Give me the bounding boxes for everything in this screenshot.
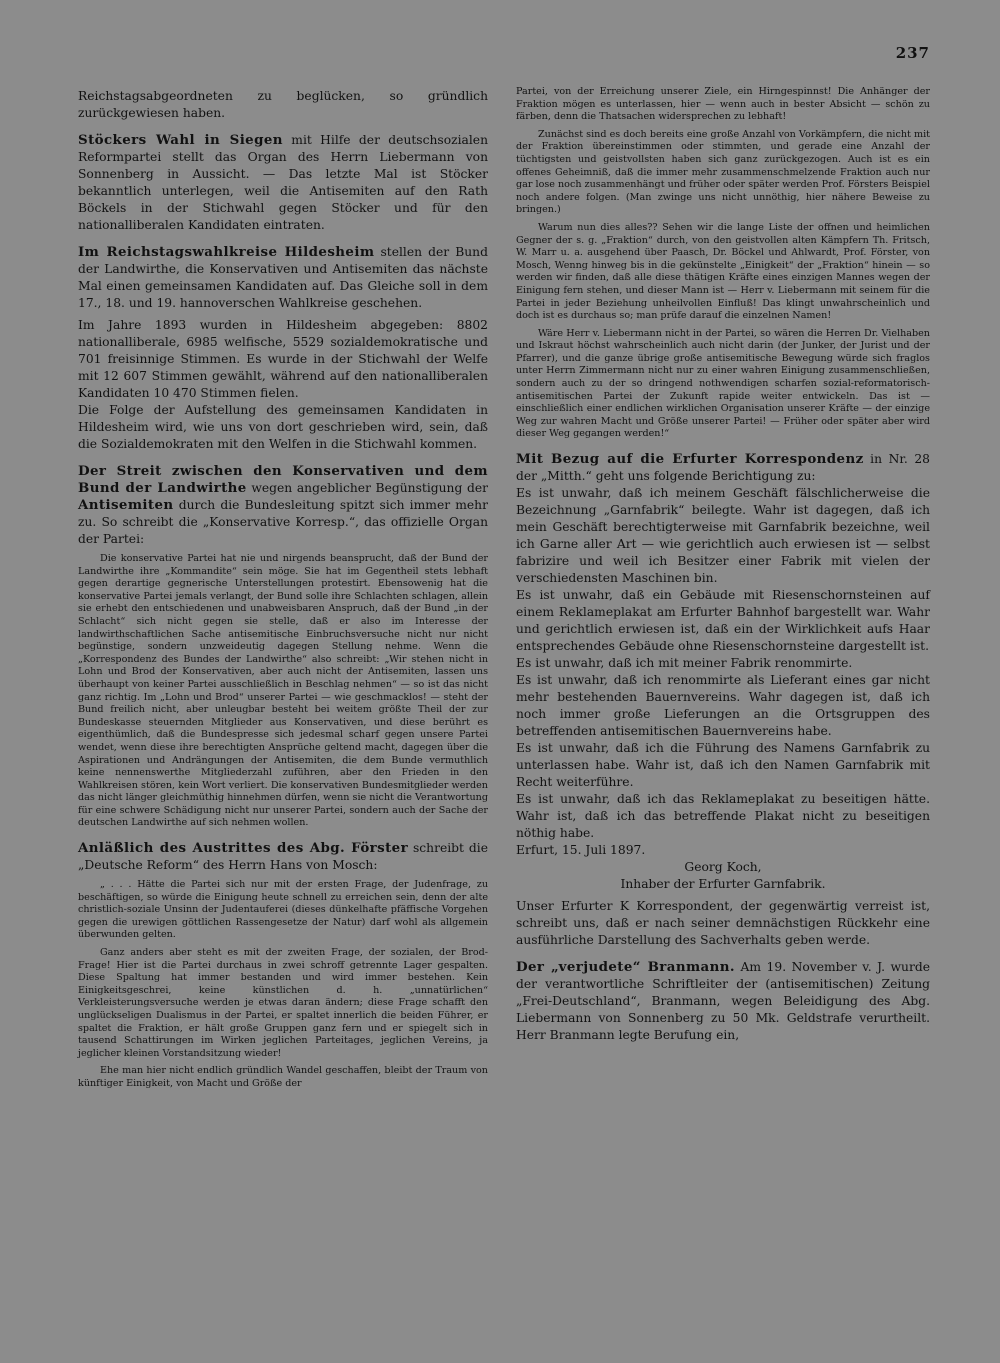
paragraph-hildesheim-results: Im Jahre 1893 wurden in Hildesheim abgegeben: 8802 nationalliberale, 6985 welfische, 5529 sozialdemokratische und 701 freisinnige Stimmen. Es wurde in der Stichwahl der Welfe mit 12 607 Stimmen gewählt, während auf den nationalliberalen Kandidaten 10 470 Stimmen fielen.	[78, 318, 488, 400]
paragraph-erfurt-2: Es ist unwahr, daß ein Gebäude mit Riesenschornsteinen auf einem Reklameplakat am Erfurter Bahnhof bargestellt war. Wahr und gerichtlich erwiesen ist, daß ein der Wirklichkeit aufs Haar entsprechendes Gebäude ohne Riesenschornsteine dargestellt ist.	[516, 588, 930, 654]
paragraph-erfurt-6: Es ist unwahr, daß ich das Reklameplakat zu beseitigen hätte. Wahr ist, daß ich das betreffende Plakat nicht zu beseitigen nöthig habe.	[516, 792, 930, 841]
place-date: Erfurt, 15. Juli 1897.	[516, 843, 646, 858]
article-streit	[78, 463, 488, 548]
text-streit-b: durch die Bundesleitung spitzt sich immer mehr zu. So schreibt die „Konservative Korresp.“, das offizielle Organ der Partei:	[78, 498, 488, 546]
quote-konservative-korresp: Die konservative Partei hat nie und nirgends beansprucht, daß der Bund der Landwirthe ihre „Kommandite“ sein möge. Sie hat im Gegentheil stets lebhaft gegen derartige gegnerische Unterstellungen protestirt. Ebensowenig hat die konservative Partei jemals verlangt, der Bund solle ihre Schlachten schlagen, allein sie erhebt den entschiedenen und unabweisbaren Anspruch, daß der Bund „in der Schlacht“ sich nicht gegen sie stelle, daß er also im Interesse der landwirthschaftlichen Sache antisemitische Einbruchsversuche nicht nur nicht begünstige, sondern unzweideutig dagegen Stellung nehme. Wenn die „Korrespondenz des Bundes der Landwirthe“ also schreibt: „Wir stehen nicht in Lohn und Brod der Konservativen, aber auch nicht der Antisemiten, lassen uns überhaupt von keiner Partei ausschließlich in Beschlag nehmen“ — so ist das nicht ganz richtig. Im „Lohn und Brod“ unserer Partei — wie geschmacklos! — steht der Bund freilich nicht, aber unleugbar besteht bei weitem größte Theil der zur Bundeskasse steuernden Mitglieder aus Konservativen, und diese berührt es eigenthümlich, daß die Bundespresse sich jedesmal scharf gegen unsere Partei wendet, wenn diese ihre berechtigten Ansprüche geltend macht, dagegen über die Aspirationen und Andrängungen der Antisemiten, die dem Bunde vermuthlich keine nennenswerthe Mitgliederzahl zuführen, aber den Frieden in den Wahlkreisen stören, kein Wort verliert. Die konservativen Bundesmitglieder werden das nicht länger gleichmüthig hinnehmen dürfen, wenn sie nicht die Verantwortung für eine schwere Schädigung nicht nur unserer Partei, sondern auch der Sache der deutschen Landwirthe auf sich nehmen wollen.	[78, 553, 488, 829]
quote-deutsche-reform-2: Ganz anders aber steht es mit der zweiten Frage, der sozialen, der Brod-Frage! Hier ist die Partei durchaus in zwei schroff getrennte Lager gespalten. Diese Spaltung hat immer bestanden und wird immer bestehen. Kein Einigkeitsgeschrei, keine künstlichen d. h. „unnatürlichen“ Verkleisterungsversuche werden je etwas daran ändern; diese Frage schafft den unglückseligen Dualismus in der Partei, er spaltet innerlich die beiden Führer, er spaltet die Fraktion, er hält große Gruppen ganz fern und er spiegelt sich in tausend Schattirungen im Wirken jeglichen Parteitages, jeglichen Vereins, ja jeglicher kleinen Vorstandsitzung wieder!	[78, 947, 488, 1059]
signer-name: Georg Koch,	[684, 860, 762, 875]
heading-stoecker: Stöckers Wahl in Siegen	[78, 132, 283, 148]
heading-hildesheim: Im Reichstagswahlkreise Hildesheim	[78, 244, 375, 260]
quote-deutsche-reform-6: Warum nun dies alles?? Sehen wir die lange Liste der offnen und heimlichen Gegner der s. g. „Fraktion“ durch, von den geistvollen alten Kämpfern Th. Fritsch, W. Marr u. a. ausgehend über Paasch, Dr. Böckel und Ahlwardt, Prof. Förster, von Mosch, Wenng hinweg bis in die gekünstelte „Einigkeit“ der „Fraktion“ hinein — so werden wir finden, daß alle diese thätigen Kräfte eines einzigen Mannes wegen der Einigung fern stehen, und dieser Mann ist — Herr v. Liebermann mit seinem für die Partei in jeder Beziehung unheilvollen Einfluß! Das klingt unwahrscheinlich und doch ist es durchaus so; man prüfe darauf die einzelnen Namen!	[516, 221, 930, 322]
paragraph-erfurt-5: Es ist unwahr, daß ich die Führung des Namens Garnfabrik zu unterlassen habe. Wahr ist, daß ich den Namen Garnfabrik mit Recht weiterführe.	[516, 741, 930, 790]
heading-erfurt: Mit Bezug auf die Erfurter Korrespondenz	[516, 451, 864, 468]
heading-antisemiten: Antisemiten	[78, 497, 174, 513]
signer-title: Inhaber der Erfurter Garnfabrik.	[620, 877, 826, 892]
right-column	[516, 86, 930, 1044]
quote-deutsche-reform-7: Wäre Herr v. Liebermann nicht in der Partei, so wären die Herren Dr. Vielhaben und Iskraut höchst wahrscheinlich auch nicht darin (der Junker, der Jurist und der Pfarrer), und die ganze übrige große antisemitische Bewegung würde sich fraglos unter Herrn Zimmermann nicht nur zu einer wahren Einigung zusammenschließen, sondern auch zu der so dringend nothwendigen scharfen sozial-reformatorisch-antisemitischen Partei der Zukunft rapide weiter entwickeln. Das ist — einschließlich einer endlichen wirklichen Organisation unserer Kräfte — der einzige Weg zur wahren Macht und Größe unserer Partei! — Früher oder später aber wird dieser Weg gegangen werden!“	[516, 327, 930, 440]
paragraph-erfurt-7: Unser Erfurter K Korrespondent, der gegenwärtig verreist ist, schreibt uns, daß er nach seiner demnächstigen Rückkehr eine ausführliche Darstellung des Sachverhalts geben werde.	[516, 899, 930, 948]
page-number: 237	[895, 44, 930, 62]
paragraph-erfurt-4: Es ist unwahr, daß ich renommirte als Lieferant eines gar nicht mehr bestehenden Bauernvereins. Wahr dagegen ist, daß ich noch immer große Lieferungen an die Ortsgruppen des betreffenden antisemitischen Bauernvereins habe.	[516, 673, 930, 739]
heading-branmann: Der „verjudete“ Branmann.	[516, 959, 735, 976]
article-branmann	[516, 959, 930, 1044]
paragraph-erfurt-3: Es ist unwahr, daß ich mit meiner Fabrik renommirte.	[516, 656, 853, 671]
paragraph-hildesheim-outlook: Die Folge der Aufstellung des gemeinsamen Kandidaten in Hildesheim wird, wie uns von dort geschrieben wird, sein, daß die Sozialdemokraten mit den Welfen in die Stichwahl kommen.	[78, 403, 488, 451]
article-erfurt	[516, 451, 930, 485]
quote-deutsche-reform-1: „ . . . Hätte die Partei sich nur mit der ersten Frage, der Judenfrage, zu beschäftigen, so würde die Einigung heute schnell zu erreichen sein, denn der alte christlich-soziale Unsinn der Judentauferei (dieses dünkelhafte pfäffische Vorgehen gegen die urewigen göttlichen Rassengesetze der Natur) darf wohl als allgemein überwunden gelten.	[78, 879, 488, 941]
heading-streit: Der Streit zwischen den Konservativen und dem Bund der Landwirthe	[78, 463, 488, 496]
left-column	[78, 88, 488, 1091]
article-foerster	[78, 840, 488, 874]
text-streit-a: wegen angeblicher Begünstigung der	[251, 481, 488, 495]
paragraph-intro: Reichstagsabgeordneten zu beglücken, so gründlich zurückgewiesen haben.	[78, 89, 488, 120]
quote-deutsche-reform-5: Zunächst sind es doch bereits eine große Anzahl von Vorkämpfern, die nicht mit der Fraktion übereinstimmen oder stimmten, und gerade eine Anzahl der tüchtigsten und geistvollsten haben sich ganz zurückgezogen. Auch ist es ein offenes Geheimniß, daß die immer mehr zusammenschmelzende Fraktion auch nur gar lose noch zusammenhängt und früher oder später werden Prof. Försters Beispiel noch andere folgen. (Man zwinge uns nicht unnöthig, hier nähere Beweise zu bringen.)	[516, 128, 930, 216]
text-stoecker: mit Hilfe der deutschsozialen Reformpartei stellt das Organ des Herrn Liebermann von Sonnenberg in Aussicht. — Das letzte Mal ist Stöcker bekanntlich unterlegen, weil die Antisemiten auf den Rath Böckels in der Stichwahl gegen Stöcker und für den nationalliberalen Kandidaten eintraten.	[78, 133, 489, 232]
text-hildesheim: stellen der Bund der Landwirthe, die Konservativen und Antisemiten das nächste Mal einen gemeinsamen Kandidaten auf. Das Gleiche soll in dem 17., 18. und 19. hannoverschen Wahlkreise geschehen.	[78, 245, 488, 310]
text-erfurt: in Nr. 28 der „Mitth.“ geht uns folgende Berichtigung zu:	[516, 452, 930, 484]
quote-deutsche-reform-3: Ehe man hier nicht endlich gründlich Wandel geschaffen, bleibt der Traum von künftiger Einigkeit, von Macht und Größe der	[78, 1065, 488, 1089]
paragraph-erfurt-1: Es ist unwahr, daß ich meinem Geschäft fälschlicherweise die Bezeichnung „Garnfabrik“ beilegte. Wahr ist dagegen, daß ich mein Geschäft berechtigterweise mit Garnfabrik bezeichne, weil ich Garne aller Art — wie gerichtlich auch erwiesen ist — selbst fabrizire und weil ich Besitzer einer Fabrik mit vielen der verschiedensten Maschinen bin.	[516, 486, 930, 586]
heading-foerster: Anläßlich des Austrittes des Abg. Förster	[78, 840, 409, 857]
text-branmann: Am 19. November v. J. wurde der verantwortliche Schriftleiter der (antisemitischen) Zeitung „Frei-Deutschland“, Branmann, wegen Beleidigung des Abg. Liebermann von Sonnenberg zu 50 Mk. Geldstrafe verurtheilt. Herr Branmann legte Berufung ein,	[516, 960, 930, 1043]
quote-deutsche-reform-4: Partei, von der Erreichung unserer Ziele, ein Hirngespinnst! Die Anhänger der Fraktion mögen es unterlassen, hier — wenn auch in bester Absicht — schön zu färben, denn die Thatsachen widersprechen zu lebhaft!	[516, 86, 930, 123]
article-hildesheim	[78, 244, 488, 312]
text-foerster: schreibt die „Deutsche Reform“ des Herrn Hans von Mosch:	[78, 841, 488, 873]
article-stoecker	[78, 132, 488, 234]
